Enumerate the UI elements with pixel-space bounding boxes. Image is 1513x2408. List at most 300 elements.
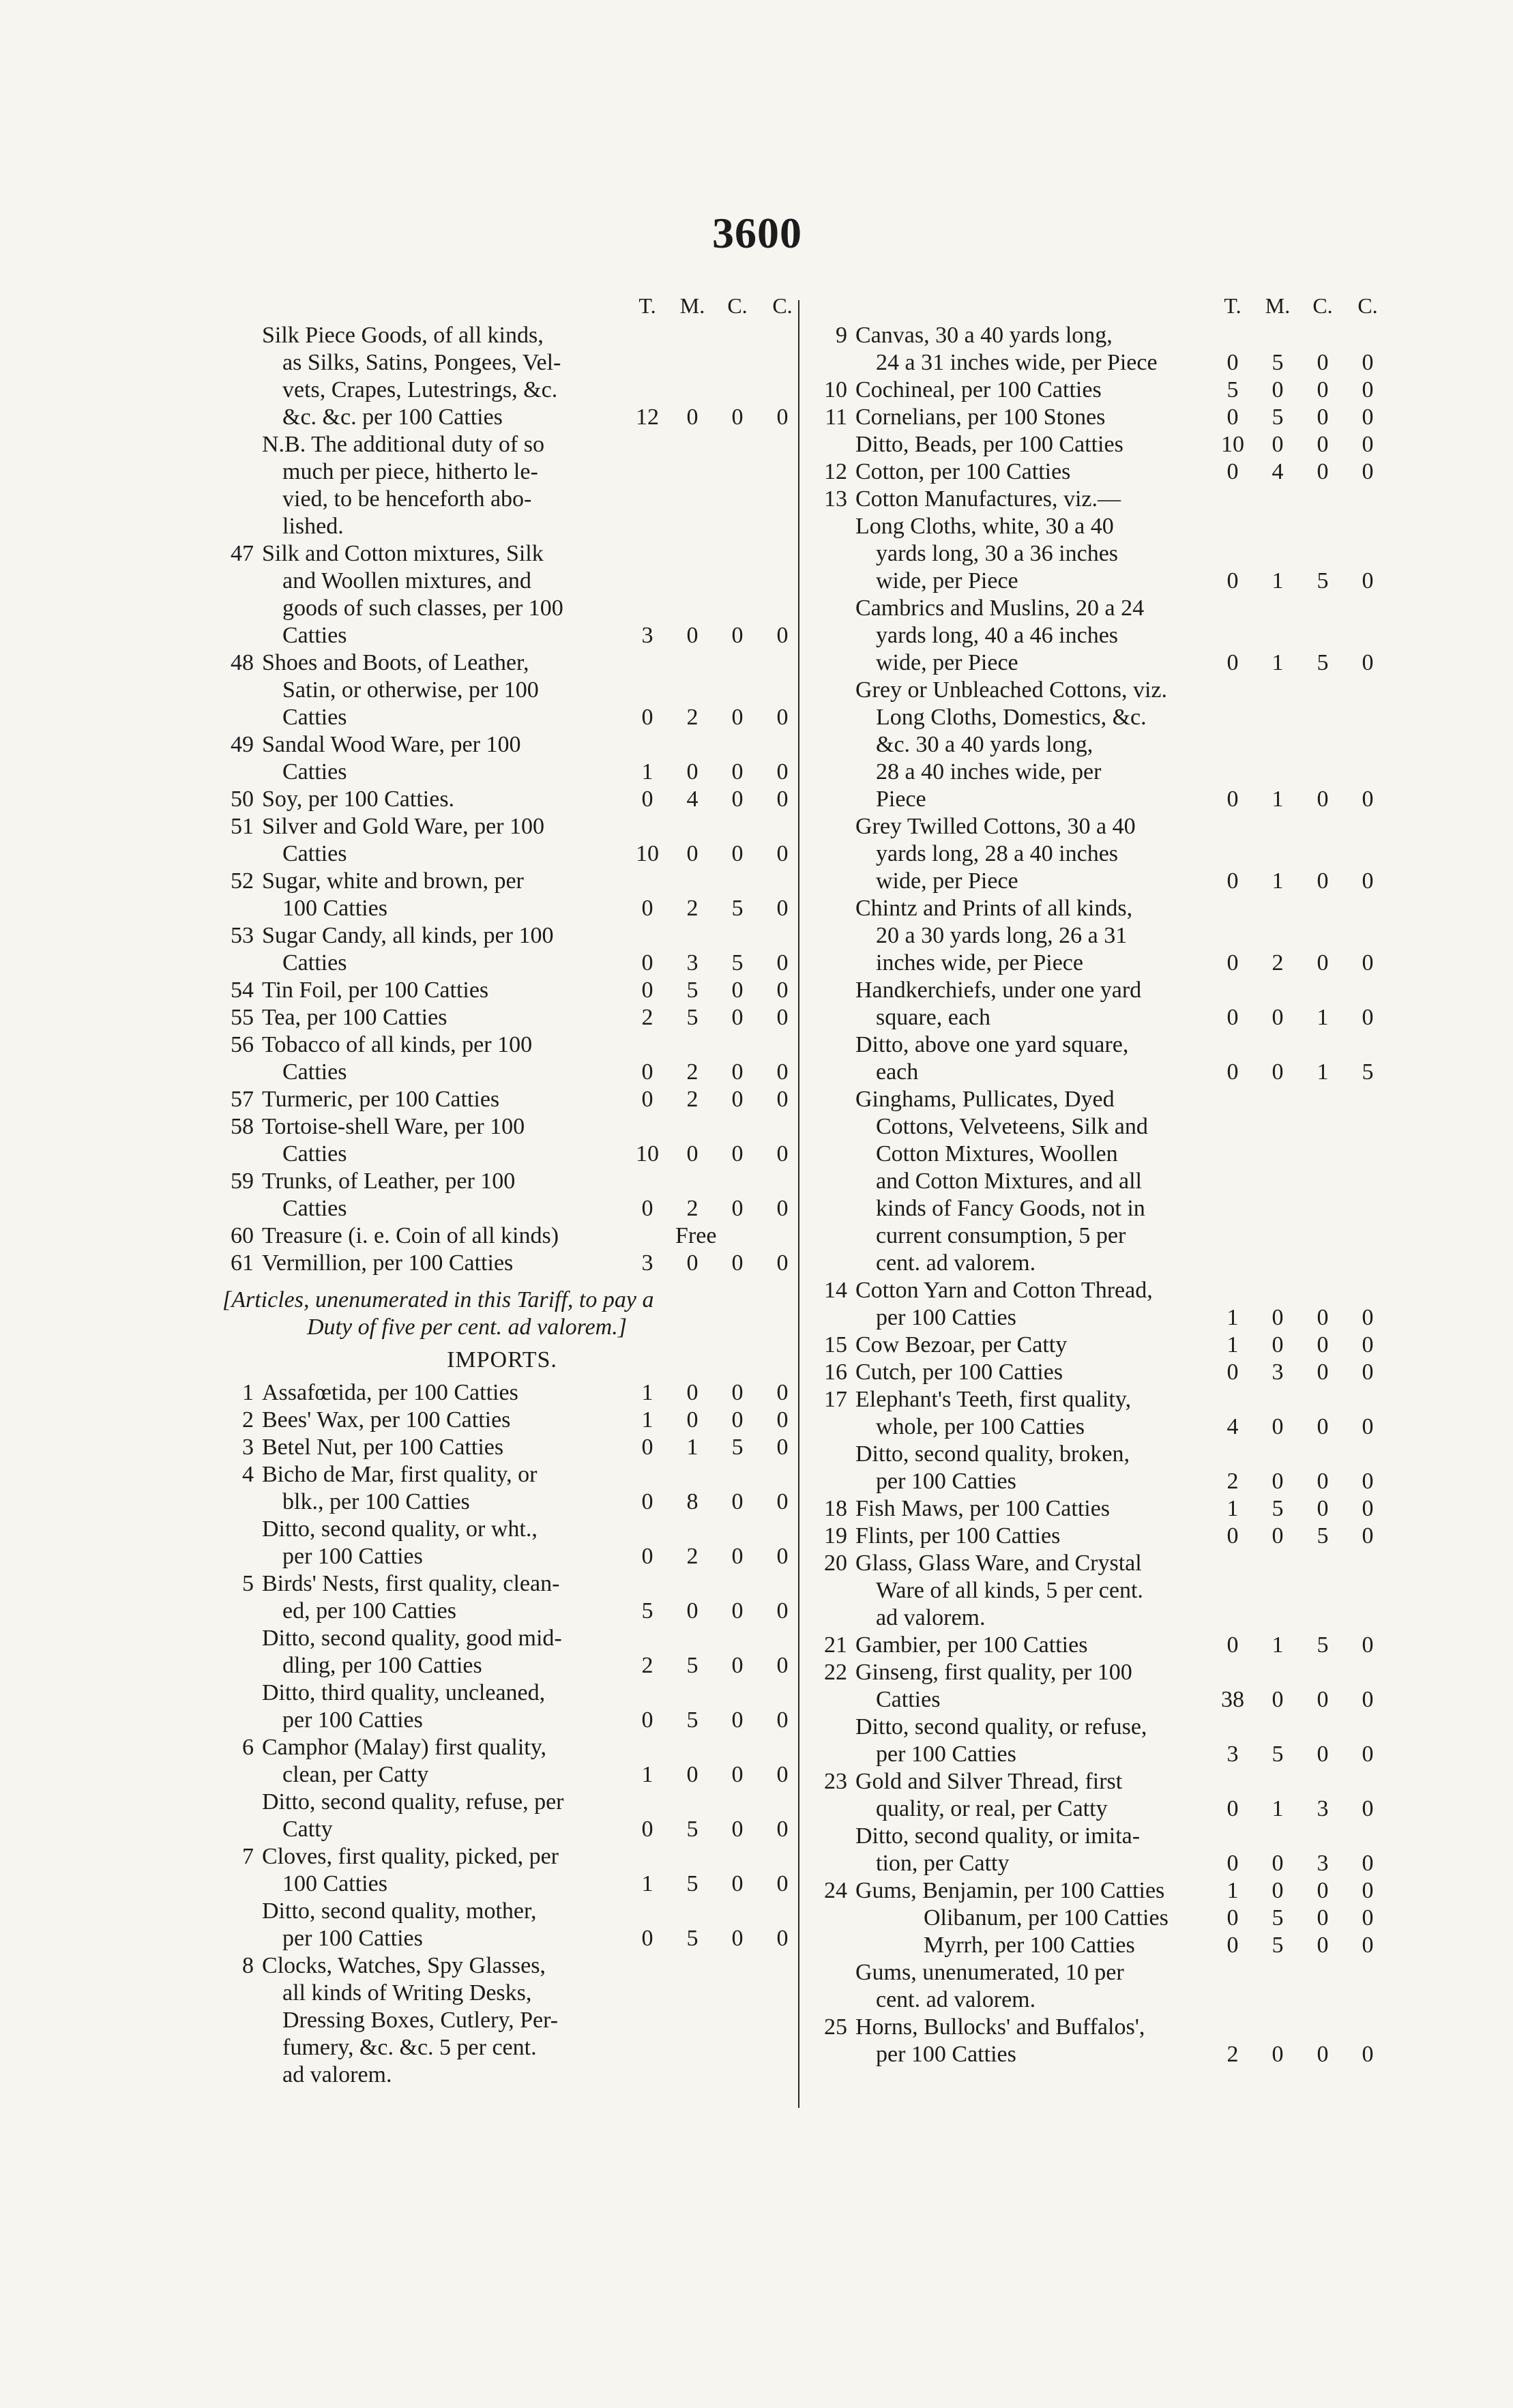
duty-value: 0: [641, 1817, 653, 1842]
entry-line: [805, 950, 1385, 977]
entry-line: [211, 1086, 793, 1113]
entry-description: Piece: [876, 787, 926, 812]
entry-line: [805, 1277, 1385, 1304]
tariff-entry: [211, 1250, 793, 1277]
entry-line: [211, 704, 793, 731]
entry-number: 52: [231, 868, 254, 894]
duty-value: 2: [641, 1005, 653, 1030]
entry-description: Sandal Wood Ware, per 100: [262, 732, 521, 757]
unit-header-cash: C.: [772, 293, 793, 318]
entry-description: Cotton, per 100 Catties: [855, 459, 1071, 484]
entry-line: [211, 1004, 793, 1031]
entry-description: Ginghams, Pullicates, Dyed: [855, 1087, 1115, 1112]
duty-value: 0: [686, 1141, 699, 1166]
entry-description: Sugar Candy, all kinds, per 100: [262, 923, 554, 948]
duty-value: 0: [776, 1435, 789, 1460]
tariff-entry: [211, 1379, 793, 1407]
entry-description: Soy, per 100 Catties.: [262, 787, 455, 812]
duty-value: 0: [731, 1087, 744, 1112]
duty-value: 5: [1272, 1496, 1284, 1521]
duty-value: 0: [1226, 568, 1239, 593]
duty-value: 0: [1226, 459, 1239, 484]
unit-header-mace: M.: [1265, 293, 1291, 318]
entry-number: 25: [824, 2014, 847, 2040]
duty-value: 0: [1226, 1905, 1239, 1930]
entry-line: [805, 1195, 1385, 1222]
duty-value: 0: [1362, 1523, 1374, 1548]
entry-line: [805, 922, 1385, 950]
entry-description: whole, per 100 Catties: [876, 1414, 1085, 1439]
entry-description: Long Cloths, white, 30 a 40: [855, 514, 1114, 539]
entry-description: Cochineal, per 100 Catties: [855, 377, 1102, 402]
entry-number: 59: [231, 1169, 254, 1194]
entry-description: Birds' Nests, first quality, clean-: [262, 1571, 560, 1596]
duty-value: 0: [1362, 1469, 1374, 1494]
duty-value: 0: [641, 1489, 653, 1514]
duty-value: 0: [1317, 1332, 1329, 1357]
entry-description: Ditto, second quality, or refuse,: [855, 1714, 1147, 1739]
duty-value: 0: [776, 1250, 789, 1276]
duty-value: 5: [641, 1598, 653, 1624]
entry-number: 3: [242, 1435, 254, 1460]
tariff-entry: [805, 458, 1385, 486]
entry-line: [211, 1925, 793, 1952]
entry-description: Turmeric, per 100 Catties: [262, 1087, 500, 1112]
entry-number: 16: [824, 1360, 847, 1385]
tariff-entry: [805, 513, 1385, 595]
entry-line: [211, 1598, 793, 1625]
entry-description: quality, or real, per Catty: [876, 1796, 1108, 1821]
duty-value: 3: [1317, 1796, 1329, 1821]
entry-description: Ditto, second quality, mother,: [262, 1898, 537, 1924]
entry-description: Dressing Boxes, Cutlery, Per-: [282, 2008, 559, 2033]
duty-value: 0: [1226, 1059, 1239, 1085]
entry-description: Sugar, white and brown, per: [262, 868, 524, 894]
entry-line: [805, 649, 1385, 677]
duty-value: 0: [1362, 1005, 1374, 1030]
duty-value: 5: [1272, 350, 1284, 375]
entry-description: Cotton Manufactures, viz.—: [855, 486, 1121, 512]
entry-line: [211, 649, 793, 677]
entry-description: Grey Twilled Cottons, 30 a 40: [855, 814, 1136, 839]
entry-description: ad valorem.: [282, 2062, 392, 2087]
duty-value: 0: [1362, 1933, 1374, 1958]
duty-value: 0: [1362, 1414, 1374, 1439]
entry-description: Catties: [282, 1196, 347, 1221]
unit-header-mace: M.: [679, 293, 705, 318]
entry-line: [211, 1898, 793, 1925]
entry-number: 55: [231, 1005, 254, 1030]
entry-description: all kinds of Writing Desks,: [282, 1980, 532, 2006]
entry-description: Ditto, second quality, refuse, per: [262, 1789, 564, 1815]
entry-line: [805, 704, 1385, 731]
duty-value: 0: [1362, 650, 1374, 675]
tariff-entry: [805, 377, 1385, 404]
entry-number: 57: [231, 1087, 254, 1112]
entry-line: [805, 1550, 1385, 1577]
entry-description: Silk Piece Goods, of all kinds,: [262, 323, 544, 348]
duty-value: 0: [776, 705, 789, 730]
duty-value: 3: [686, 950, 699, 975]
duty-value: 0: [731, 1817, 744, 1842]
entry-description: and Cotton Mixtures, and all: [876, 1169, 1143, 1194]
duty-value: 0: [1362, 1796, 1374, 1821]
entry-description: Cambrics and Muslins, 20 a 24: [855, 596, 1145, 621]
tariff-entry: [805, 1768, 1385, 1823]
entry-description: clean, per Catty: [282, 1762, 429, 1787]
tariff-entry: [805, 1714, 1385, 1768]
entry-line: [805, 1250, 1385, 1277]
entry-line: [211, 1379, 793, 1407]
duty-value: 1: [641, 1407, 653, 1433]
duty-value: 3: [641, 623, 653, 648]
duty-value: 0: [1362, 377, 1374, 402]
page-number: 3600: [712, 209, 802, 257]
duty-value: 0: [731, 405, 744, 430]
entry-number: 17: [824, 1387, 847, 1412]
tariff-entry: [805, 1277, 1385, 1332]
duty-value: 1: [1272, 650, 1284, 675]
duty-value: 10: [1221, 432, 1244, 457]
tariff-entry: [211, 1570, 793, 1625]
duty-value: 1: [1226, 1305, 1239, 1330]
entry-line: [211, 1761, 793, 1789]
duty-value: 8: [686, 1489, 699, 1514]
entry-description: yards long, 28 a 40 inches: [876, 841, 1119, 866]
duty-value: 0: [776, 1087, 789, 1112]
tariff-entry: [211, 1898, 793, 1952]
duty-value: 0: [776, 1059, 789, 1085]
entry-description: inches wide, per Piece: [876, 950, 1083, 975]
tariff-entry: [805, 813, 1385, 895]
duty-value: 5: [686, 1817, 699, 1842]
tariff-entry: [805, 486, 1385, 513]
duty-value: 0: [1362, 868, 1374, 894]
entry-description: ed, per 100 Catties: [282, 1598, 456, 1624]
entry-description: &c. 30 a 40 yards long,: [876, 732, 1093, 757]
entry-line: [211, 404, 793, 431]
entry-number: 14: [824, 1278, 847, 1303]
duty-value: 0: [731, 1489, 744, 1514]
duty-value: 1: [641, 759, 653, 784]
entry-line: [211, 950, 793, 977]
entry-line: [805, 1386, 1385, 1413]
entry-description: Cotton Yarn and Cotton Thread,: [855, 1278, 1153, 1303]
duty-value: 1: [1272, 1796, 1284, 1821]
unit-header-tael: T.: [638, 293, 656, 318]
duty-value: 0: [731, 1653, 744, 1678]
duty-value: 0: [1317, 432, 1329, 457]
duty-value: 5: [1272, 1742, 1284, 1767]
unit-header-candareen: C.: [727, 293, 748, 318]
entry-line: [805, 2014, 1385, 2041]
entry-description: Silver and Gold Ware, per 100: [262, 814, 544, 839]
entry-line: [211, 1516, 793, 1543]
entry-description: Catties: [282, 705, 347, 730]
entry-number: 51: [231, 814, 254, 839]
entry-line: [805, 1577, 1385, 1604]
tariff-entry: [805, 1877, 1385, 1905]
entry-description: Glass, Glass Ware, and Crystal: [855, 1551, 1142, 1576]
entry-line: [211, 1707, 793, 1734]
duty-value: 4: [1226, 1414, 1239, 1439]
tariff-entry: [211, 1625, 793, 1679]
tariff-note-text: [Articles, unenumerated in this Tariff, to pay a: [222, 1287, 654, 1312]
duty-value: 0: [686, 841, 699, 866]
entry-description: blk., per 100 Catties: [282, 1489, 470, 1514]
duty-value: 0: [1317, 2042, 1329, 2067]
tariff-entry: [805, 895, 1385, 977]
tariff-entry: [211, 813, 793, 868]
tariff-entry: [805, 1086, 1385, 1277]
entry-description: vets, Crapes, Lutestrings, &c.: [282, 377, 558, 402]
entry-description: Ware of all kinds, 5 per cent.: [876, 1578, 1143, 1603]
duty-value: 3: [1272, 1360, 1284, 1385]
duty-value: 0: [641, 1926, 653, 1951]
duty-value: 0: [731, 978, 744, 1003]
tariff-entry: [805, 1359, 1385, 1386]
duty-value: 0: [1272, 1305, 1284, 1330]
duty-value: 0: [776, 787, 789, 812]
entry-description: 100 Catties: [282, 1871, 387, 1896]
entry-line: [805, 895, 1385, 922]
entry-line: [211, 1652, 793, 1679]
entry-description: Ditto, Beads, per 100 Catties: [855, 432, 1123, 457]
entry-description: 20 a 30 yards long, 26 a 31: [876, 923, 1128, 948]
duty-value: 0: [731, 1926, 744, 1951]
entry-number: 15: [824, 1332, 847, 1357]
entry-description: Catties: [876, 1687, 941, 1712]
duty-value: 0: [1272, 1332, 1284, 1357]
entry-line: [805, 1495, 1385, 1523]
entry-description: Camphor (Malay) first quality,: [262, 1735, 547, 1760]
entry-description: Long Cloths, Domestics, &c.: [876, 705, 1147, 730]
entry-line: [805, 540, 1385, 568]
entry-description: Handkerchiefs, under one yard: [855, 978, 1142, 1003]
duty-value: 0: [776, 978, 789, 1003]
duty-value: 0: [731, 1005, 744, 1030]
entry-line: [211, 1113, 793, 1141]
entry-line: [805, 1304, 1385, 1332]
entry-description: each: [876, 1059, 919, 1085]
duty-value: 1: [1226, 1878, 1239, 1903]
duty-value: 5: [686, 1871, 699, 1896]
tariff-entry: [211, 1434, 793, 1461]
tariff-entry: [805, 1932, 1385, 1959]
duty-value: 0: [1317, 350, 1329, 375]
entry-line: [211, 1031, 793, 1059]
entry-description: Tea, per 100 Catties: [262, 1005, 447, 1030]
duty-value: 0: [686, 405, 699, 430]
entry-description: ad valorem.: [876, 1605, 986, 1630]
entry-description: goods of such classes, per 100: [282, 596, 563, 621]
duty-value: 0: [1362, 405, 1374, 430]
duty-value: 1: [641, 1871, 653, 1896]
entry-line: [805, 1986, 1385, 2014]
entry-description: Cornelians, per 100 Stones: [855, 405, 1106, 430]
duty-value: 5: [686, 1926, 699, 1951]
entry-line: [805, 786, 1385, 813]
duty-value: 0: [1226, 1933, 1239, 1958]
tariff-entry: [805, 1523, 1385, 1550]
imports-heading: IMPORTS.: [447, 1347, 557, 1372]
duty-value: 12: [636, 405, 659, 430]
duty-value: 0: [1272, 1414, 1284, 1439]
duty-value: 0: [776, 1407, 789, 1433]
entry-description: Gums, Benjamin, per 100 Catties: [855, 1878, 1165, 1903]
duty-value: 0: [731, 1598, 744, 1624]
entry-description: and Woollen mixtures, and: [282, 568, 531, 593]
duty-value: 0: [1362, 2042, 1374, 2067]
duty-value: 5: [686, 1005, 699, 1030]
entry-line: [805, 458, 1385, 486]
entry-number: 7: [242, 1844, 254, 1869]
entry-description: yards long, 30 a 36 inches: [876, 541, 1119, 566]
tariff-entry: [211, 786, 793, 813]
entry-number: 19: [824, 1523, 847, 1548]
entry-number: 50: [231, 787, 254, 812]
duty-value: 0: [1317, 1687, 1329, 1712]
entry-line: [805, 731, 1385, 759]
entry-line: [805, 622, 1385, 649]
entry-number: 60: [231, 1223, 254, 1248]
duty-value: 0: [1317, 1878, 1329, 1903]
entry-line: [805, 677, 1385, 704]
imports-list: [211, 1379, 793, 2089]
unit-header-tael: T.: [1224, 293, 1242, 318]
entry-line: [805, 1932, 1385, 1959]
entry-line: [805, 1413, 1385, 1441]
entry-line: [211, 622, 793, 649]
duty-value: 0: [731, 623, 744, 648]
tariff-entry: [211, 868, 793, 922]
entry-line: [211, 1843, 793, 1870]
duty-value: 0: [686, 1762, 699, 1787]
entry-line: [211, 1789, 793, 1816]
duty-value: 0: [1272, 1878, 1284, 1903]
tariff-entry: [211, 1734, 793, 1789]
entry-line: [211, 377, 793, 404]
duty-value: 0: [1317, 787, 1329, 812]
entry-description: fumery, &c. &c. 5 per cent.: [282, 2035, 537, 2060]
entry-description: per 100 Catties: [876, 1469, 1016, 1494]
tariff-entry: [805, 322, 1385, 377]
duty-value: 0: [1362, 787, 1374, 812]
tariff-entry: [805, 2014, 1385, 2068]
duty-value: 0: [641, 1196, 653, 1221]
tariff-entry: [211, 1789, 793, 1843]
imports-list-continued: [805, 322, 1385, 2068]
tariff-entry: [211, 1086, 793, 1113]
entry-line: [805, 1823, 1385, 1850]
entry-number: 2: [242, 1407, 254, 1433]
entry-description: Satin, or otherwise, per 100: [282, 677, 539, 703]
entry-line: [805, 1877, 1385, 1905]
entry-line: [805, 404, 1385, 431]
duty-value: 0: [1317, 1905, 1329, 1930]
tariff-entry: [211, 1679, 793, 1734]
duty-value: 0: [731, 787, 744, 812]
entry-line: [805, 1959, 1385, 1986]
duty-value: 0: [1317, 377, 1329, 402]
right-unit-header: [805, 293, 1385, 322]
entry-line: [805, 840, 1385, 868]
duty-value: 0: [1226, 1523, 1239, 1548]
duty-value: 0: [1362, 568, 1374, 593]
entry-description: Clocks, Watches, Spy Glasses,: [262, 1953, 546, 1978]
duty-value: 0: [641, 1059, 653, 1085]
free-label: Free: [675, 1223, 717, 1248]
entry-number: 24: [824, 1878, 847, 1903]
entry-line: [211, 840, 793, 868]
entry-line: [805, 377, 1385, 404]
duty-value: 0: [1272, 377, 1284, 402]
entry-description: 100 Catties: [282, 896, 387, 921]
duty-value: 2: [1226, 1469, 1239, 1494]
duty-value: 0: [731, 1141, 744, 1166]
duty-value: 0: [731, 705, 744, 730]
entry-line: [211, 1488, 793, 1516]
duty-value: 0: [776, 1196, 789, 1221]
entry-description: Cutch, per 100 Catties: [855, 1360, 1063, 1385]
entry-line: [805, 513, 1385, 540]
duty-value: 0: [776, 1598, 789, 1624]
entry-line: [805, 1659, 1385, 1686]
duty-value: 0: [641, 1544, 653, 1569]
duty-value: 0: [731, 1407, 744, 1433]
entry-number: 13: [824, 486, 847, 512]
tariff-entry: [805, 1959, 1385, 2014]
entry-description: Olibanum, per 100 Catties: [924, 1905, 1169, 1930]
entry-line: [211, 568, 793, 595]
tariff-entry: [805, 1823, 1385, 1877]
entry-description: wide, per Piece: [876, 650, 1018, 675]
entry-description: Cotton Mixtures, Woollen: [876, 1141, 1118, 1166]
tariff-entry: [211, 540, 793, 649]
entry-description: cent. ad valorem.: [876, 1250, 1036, 1276]
duty-value: 1: [1272, 787, 1284, 812]
entry-description: Catties: [282, 1059, 347, 1085]
entry-number: 18: [824, 1496, 847, 1521]
entry-number: 5: [242, 1571, 254, 1596]
entry-description: Cottons, Velveteens, Silk and: [876, 1114, 1148, 1139]
duty-value: 3: [1317, 1851, 1329, 1876]
tariff-entry: [805, 677, 1385, 813]
entry-line: [211, 486, 793, 513]
tariff-note-line: [211, 1314, 793, 1341]
duty-value: 0: [1226, 1796, 1239, 1821]
duty-value: 2: [686, 1544, 699, 1569]
entry-line: [211, 1059, 793, 1086]
duty-value: 0: [776, 405, 789, 430]
duty-value: 5: [731, 1435, 744, 1460]
duty-value: 0: [776, 1817, 789, 1842]
duty-value: 0: [731, 1871, 744, 1896]
duty-value: 1: [1272, 568, 1284, 593]
entry-description: Cow Bezoar, per Catty: [855, 1332, 1068, 1357]
entry-description: Treasure (i. e. Coin of all kinds): [262, 1223, 559, 1248]
duty-value: 0: [1362, 1687, 1374, 1712]
tariff-entry: [805, 1550, 1385, 1632]
entry-line: [211, 2007, 793, 2034]
duty-value: 0: [1317, 950, 1329, 975]
duty-value: 0: [776, 896, 789, 921]
exports-list: [211, 322, 793, 1277]
entry-description: Ditto, above one yard square,: [855, 1032, 1129, 1057]
entry-line: [211, 1141, 793, 1168]
duty-value: 0: [1226, 950, 1239, 975]
duty-value: 1: [686, 1435, 699, 1460]
